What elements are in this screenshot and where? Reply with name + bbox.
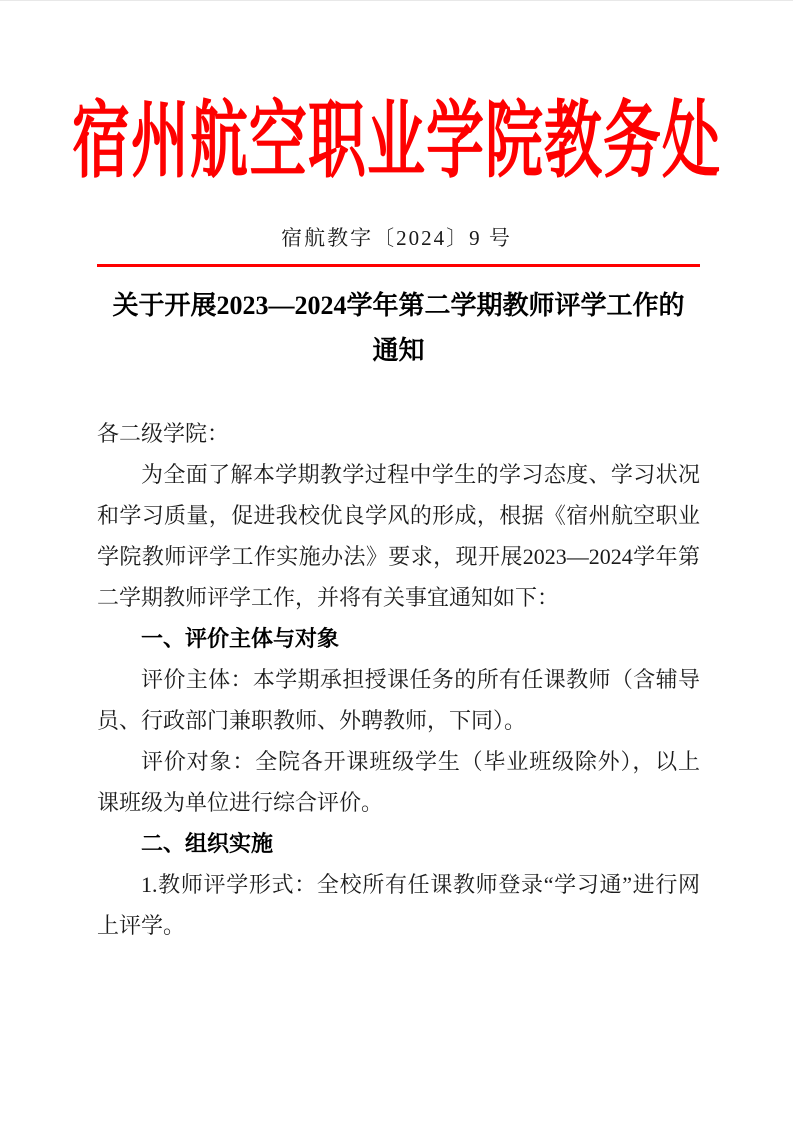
section-2-heading: 二、组织实施 [141, 831, 274, 856]
notice-title [97, 283, 700, 373]
agency-header-text: 宿州航空职业学院教务处 [71, 94, 721, 189]
section-2-paragraph-1: 1.教师评学形式：全校所有任课教师登录“学习通”进行网上评学。 [97, 872, 700, 938]
notice-title-line-1: 关于开展2023—2024学年第二学期教师评学工作的 [112, 291, 685, 320]
notice-title-line-2: 通知 [372, 336, 425, 365]
section-1-heading: 一、评价主体与对象 [141, 626, 340, 651]
red-divider-line [97, 264, 700, 267]
salutation: 各二级学院： [97, 421, 230, 446]
intro-paragraph: 为全面了解本学期教学过程中学生的学习态度、学习状况和学习质量，促进我校优良学风的形成，根据《宿州航空职业学院教师评学工作实施办法》要求，现开展2023—2024学年第二学期教师评学工作，并将有关事宜通知如下： [97, 462, 700, 610]
document-number: 宿航教字〔2024〕9 号 [281, 226, 512, 250]
document-body [97, 413, 700, 946]
agency-header [0, 94, 793, 189]
section-1-paragraph-2: 评价对象：全院各开课班级学生（毕业班级除外），以上课班级为单位进行综合评价。 [97, 749, 700, 815]
section-1-paragraph-1: 评价主体：本学期承担授课任务的所有任课教师（含辅导员、行政部门兼职教师、外聘教师，下同）。 [97, 667, 700, 733]
